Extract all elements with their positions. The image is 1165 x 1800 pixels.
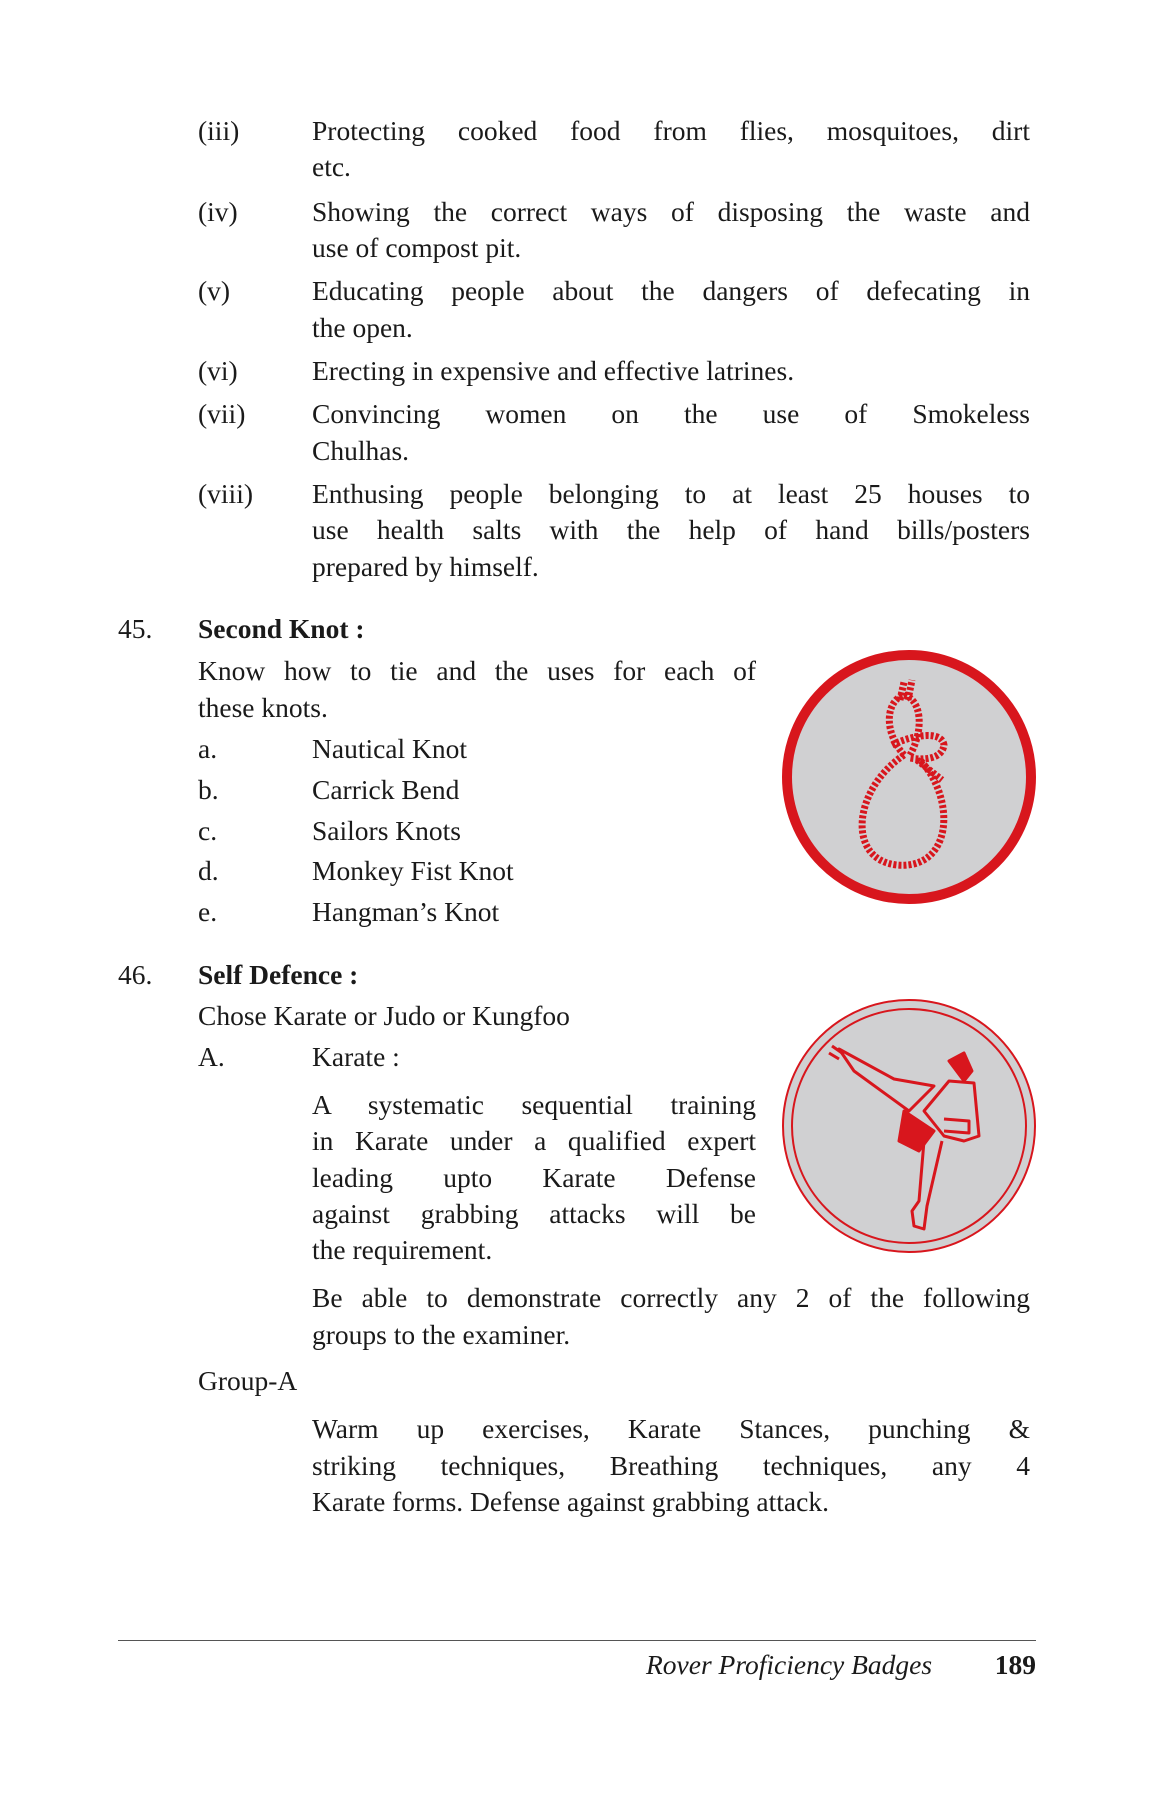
list-item-label: (v): [198, 275, 231, 306]
list-item-text: Convincing women on the use of Smokeless: [312, 398, 1030, 429]
karate-paragraph: leading upto Karate Defense: [312, 1162, 756, 1193]
knot-item-label: c.: [198, 815, 218, 846]
list-item-text: Enthusing people belonging to at least 25 houses to: [312, 478, 1030, 509]
knot-item-text: Hangman’s Knot: [312, 896, 500, 927]
second-knot-badge: [782, 650, 1036, 904]
page-number: 189: [994, 1649, 1036, 1680]
section-intro: Chose Karate or Judo or Kungfoo: [198, 1000, 570, 1031]
list-item-label: (vii): [198, 398, 246, 429]
list-item-text: etc.: [312, 151, 351, 182]
group-label: Group-A: [198, 1365, 298, 1396]
section-title: Second Knot :: [198, 613, 365, 644]
knot-item-label: e.: [198, 896, 218, 927]
list-item-text: use of compost pit.: [312, 232, 522, 263]
karate-paragraph: the requirement.: [312, 1234, 493, 1265]
list-item-label: (vi): [198, 355, 238, 386]
section-intro: Know how to tie and the uses for each of: [198, 655, 756, 686]
karate-paragraph: Be able to demonstrate correctly any 2 of the following: [312, 1282, 1030, 1313]
karate-paragraph: A systematic sequential training: [312, 1089, 756, 1120]
karate-paragraph: in Karate under a qualified expert: [312, 1125, 756, 1156]
knot-item-label: d.: [198, 855, 219, 886]
section-title: Self Defence :: [198, 959, 359, 990]
knot-item-label: b.: [198, 774, 219, 805]
karate-paragraph: against grabbing attacks will be: [312, 1198, 756, 1229]
karate-paragraph: groups to the examiner.: [312, 1319, 571, 1350]
subsection-label: A.: [198, 1041, 225, 1072]
rope-knot-icon: [792, 660, 1026, 894]
subsection-title: Karate :: [312, 1041, 400, 1072]
knot-item-text: Monkey Fist Knot: [312, 855, 514, 886]
list-item-text: prepared by himself.: [312, 551, 539, 582]
knot-item-label: a.: [198, 733, 218, 764]
knot-item-text: Sailors Knots: [312, 815, 461, 846]
group-text: Warm up exercises, Karate Stances, punching &: [312, 1413, 1030, 1444]
list-item-text: Erecting in expensive and effective latrines.: [312, 355, 795, 386]
list-item-text: Chulhas.: [312, 435, 410, 466]
list-item-text: the open.: [312, 312, 413, 343]
self-defence-karate-badge: [782, 999, 1036, 1253]
knot-item-text: Nautical Knot: [312, 733, 468, 764]
list-item-label: (iii): [198, 115, 240, 146]
list-item-text: Showing the correct ways of disposing the waste and: [312, 196, 1030, 227]
section-number: 45.: [118, 613, 153, 644]
knot-item-text: Carrick Bend: [312, 774, 460, 805]
section-number: 46.: [118, 959, 153, 990]
section-intro: these knots.: [198, 692, 328, 723]
list-item-label: (viii): [198, 478, 253, 509]
karate-kick-icon: [784, 1001, 1034, 1251]
group-text: striking techniques, Breathing techniques, any 4: [312, 1450, 1030, 1481]
list-item-text: Educating people about the dangers of defecating in: [312, 275, 1030, 306]
list-item-label: (iv): [198, 196, 238, 227]
footer-rule: [118, 1640, 1036, 1641]
footer-title: Rover Proficiency Badges: [646, 1649, 933, 1680]
list-item-text: Protecting cooked food from flies, mosquitoes, dirt: [312, 115, 1030, 146]
group-text: Karate forms. Defense against grabbing attack.: [312, 1486, 829, 1517]
list-item-text: use health salts with the help of hand bills/posters: [312, 514, 1030, 545]
